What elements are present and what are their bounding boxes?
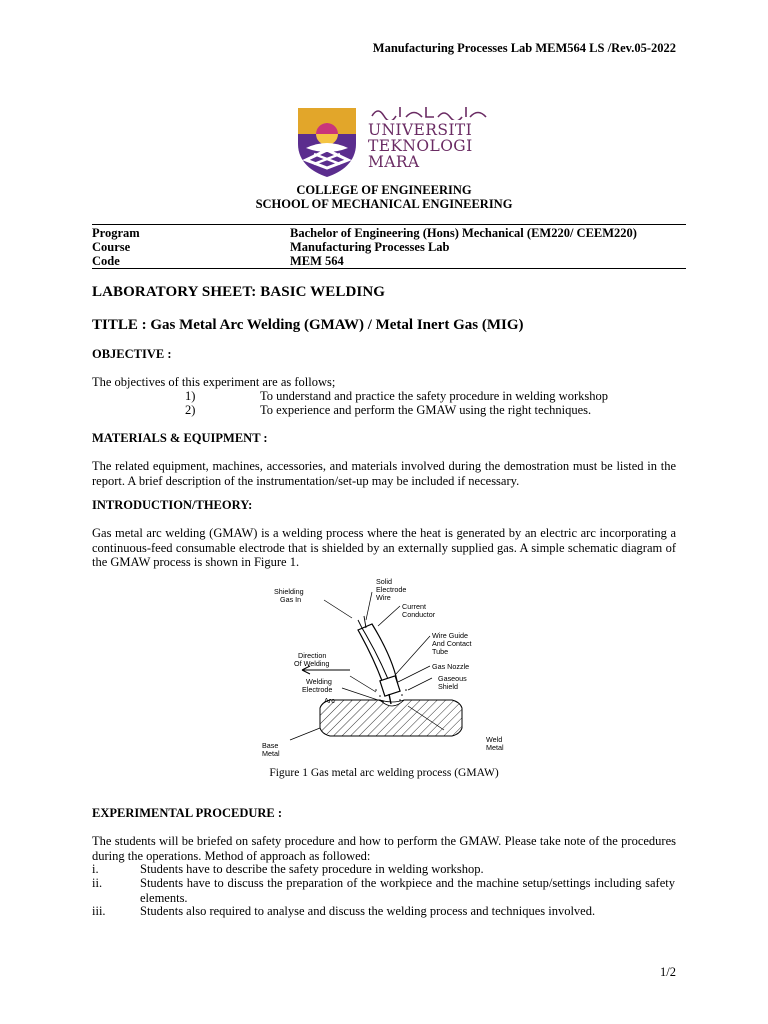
- objective-item-number: 2): [185, 403, 196, 417]
- label-current-conductor: Current: [402, 602, 426, 611]
- label-gaseous-shield: Gaseous: [438, 674, 467, 683]
- label-gas-nozzle: Gas Nozzle: [432, 662, 470, 671]
- label-solid-electrode-wire: Solid: [376, 578, 392, 586]
- label-weld-metal: Weld: [486, 735, 503, 744]
- label-direction-of-welding: Direction: [298, 651, 327, 660]
- objective-item-text: To understand and practice the safety procedure in welding workshop: [260, 389, 608, 403]
- logo-line-2: TEKNOLOGI: [368, 137, 473, 155]
- code-label: Code: [92, 254, 120, 268]
- procedure-item-text: Students have to discuss the preparation of the workpiece and the machine setup/settings including safety elements.: [140, 876, 675, 905]
- procedure-item-number: i.: [92, 862, 99, 876]
- procedure-item-text: Students also required to analyse and discuss the welding process and techniques involved.: [140, 904, 596, 918]
- university-crest-icon: [292, 104, 362, 178]
- label-weld-metal: Metal: [486, 743, 504, 752]
- program-value: Bachelor of Engineering (Hons) Mechanical (EM220/ CEEM220): [290, 226, 637, 240]
- procedure-item: [0, 862, 768, 876]
- label-base-metal: Base: [262, 741, 279, 750]
- gmaw-diagram: [262, 578, 512, 768]
- lab-sheet-title: LABORATORY SHEET: BASIC WELDING: [92, 284, 386, 300]
- logo-line-3: MARA: [368, 153, 420, 171]
- label-arc: Arc: [324, 696, 335, 705]
- document-reference: Manufacturing Processes Lab MEM564 LS /Rev.05-2022: [372, 41, 676, 55]
- course-label: Course: [92, 240, 131, 254]
- logo-line-1: UNIVERSITI: [368, 121, 473, 139]
- introduction-text: Gas metal arc welding (GMAW) is a welding process where the heat is generated by an electric arc incorporating a continuous-feed consumable electrode that is shielded by an externally supplied gas. A simple schematic diagram of the GMAW process is shown in Figure 1.: [92, 526, 676, 569]
- procedure-item-number: iii.: [92, 904, 106, 918]
- objective-intro: The objectives of this experiment are as follows;: [92, 375, 336, 389]
- code-value: MEM 564: [290, 254, 344, 268]
- figure-caption: Figure 1 Gas metal arc welding process (GMAW): [269, 767, 499, 779]
- label-base-metal: Metal: [262, 749, 280, 758]
- info-bottom-rule: [92, 268, 686, 269]
- procedure-item-text: Students have to describe the safety procedure in welding workshop.: [140, 862, 484, 876]
- label-welding-electrode: Welding: [306, 677, 332, 686]
- course-value: Manufacturing Processes Lab: [290, 240, 450, 254]
- materials-text: The related equipment, machines, accessories, and materials involved during the demostration must be listed in the report. A brief description of the instrumentation/set-up may be included if necessary.: [92, 459, 676, 488]
- college-name: COLLEGE OF ENGINEERING: [296, 183, 472, 197]
- label-wire-guide: Wire Guide: [432, 631, 468, 640]
- page-number: 1/2: [660, 965, 676, 979]
- procedure-intro: The students will be briefed on safety procedure and how to perform the GMAW. Please take note of the procedures during the operations. Method of approach as followed:: [92, 834, 676, 863]
- program-label: Program: [92, 226, 140, 240]
- objective-heading: OBJECTIVE :: [92, 347, 172, 361]
- label-solid-electrode-wire: Electrode: [376, 585, 407, 594]
- label-shielding-gas-in: Shielding: [274, 587, 304, 596]
- materials-heading: MATERIALS & EQUIPMENT :: [92, 431, 268, 445]
- label-direction-of-welding: Of Welding: [294, 659, 330, 668]
- procedure-item: [0, 904, 768, 918]
- label-gaseous-shield: Shield: [438, 682, 458, 691]
- label-wire-guide: And Contact: [432, 639, 472, 648]
- label-shielding-gas-in: Gas In: [280, 595, 302, 604]
- logo-wordmark: [368, 122, 473, 170]
- procedure-heading: EXPERIMENTAL PROCEDURE :: [92, 806, 283, 820]
- procedure-item: [0, 876, 768, 905]
- label-welding-electrode: Electrode: [302, 685, 333, 694]
- procedure-item-number: ii.: [92, 876, 103, 890]
- label-current-conductor: Conductor: [402, 610, 436, 619]
- objective-item-text: To experience and perform the GMAW using the right techniques.: [260, 403, 592, 417]
- logo-arabic-text: [370, 104, 488, 120]
- label-solid-electrode-wire: Wire: [376, 593, 391, 602]
- label-wire-guide: Tube: [432, 647, 449, 656]
- info-top-rule: [92, 224, 686, 225]
- page-title: TITLE : Gas Metal Arc Welding (GMAW) / Metal Inert Gas (MIG): [92, 317, 524, 333]
- university-logo: [292, 104, 492, 178]
- introduction-heading: INTRODUCTION/THEORY:: [92, 498, 253, 512]
- objective-item-number: 1): [185, 389, 196, 403]
- school-name: SCHOOL OF MECHANICAL ENGINEERING: [255, 197, 513, 211]
